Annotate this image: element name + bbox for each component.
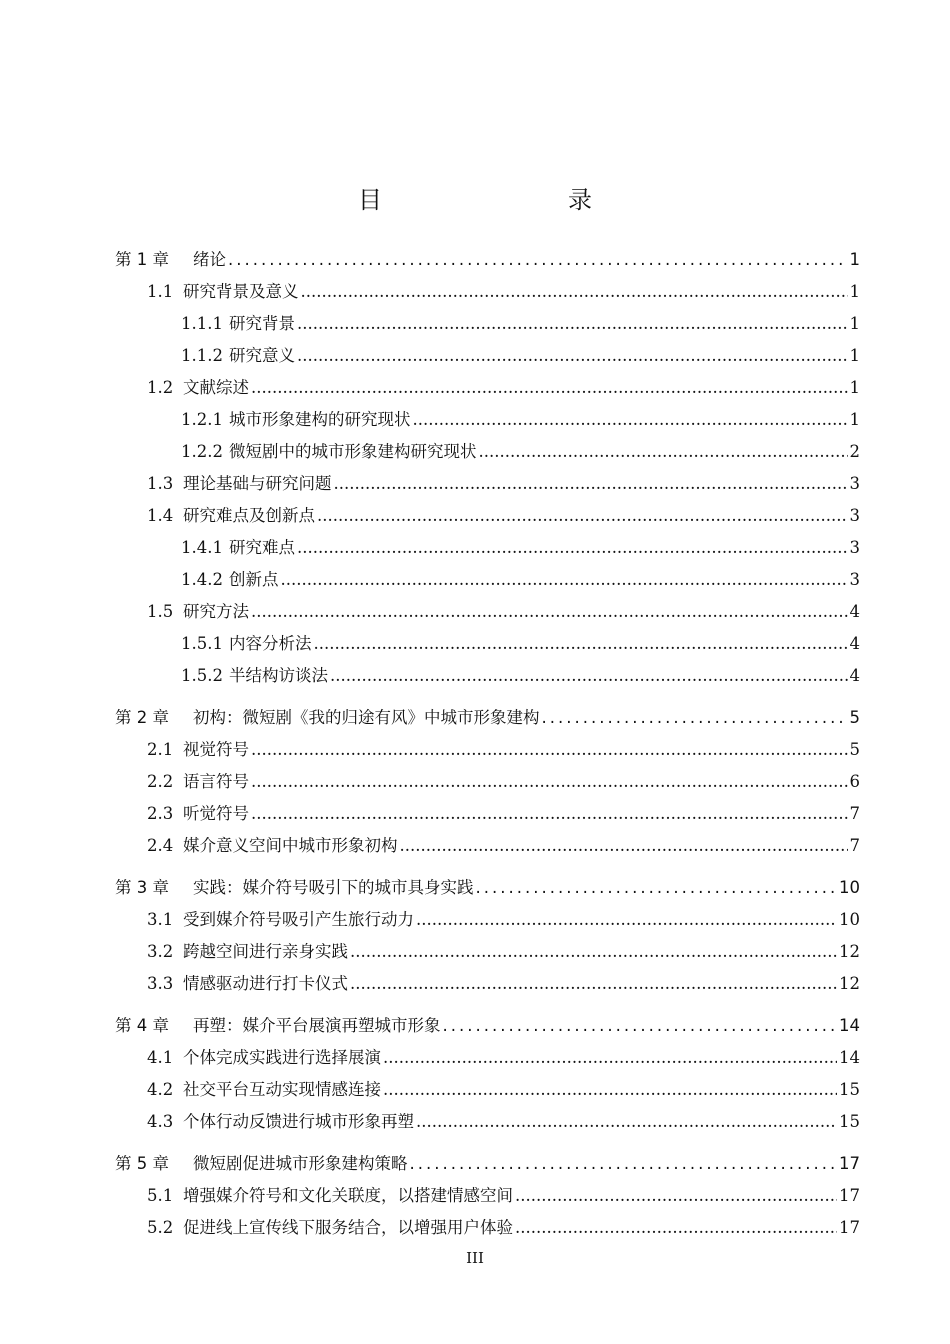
toc-entry-text: 创新点 [229, 570, 279, 589]
toc-entry-number: 1.5 [147, 602, 174, 621]
toc-title: 目 录 [358, 186, 638, 214]
toc-section-entry[interactable] [147, 802, 860, 826]
toc-entry-page: 3 [849, 570, 860, 589]
toc-section-entry[interactable] [147, 280, 860, 304]
toc-section-entry[interactable] [147, 972, 860, 996]
toc-entry-number: 1.4.2 [181, 570, 223, 589]
toc-entry-text: 个体完成实践进行选择展演 [183, 1048, 381, 1067]
toc-entry-number: 1.3 [147, 474, 174, 493]
toc-section-entry[interactable] [181, 440, 860, 464]
toc-section-entry[interactable] [147, 1046, 860, 1070]
toc-entry-page: 4 [849, 634, 860, 653]
toc-entry-number: 2.4 [147, 836, 174, 855]
toc-section-entry[interactable] [181, 408, 860, 432]
toc-entry-page: 10 [839, 878, 860, 897]
toc-section-entry[interactable] [181, 632, 860, 656]
toc-entry-page: 5 [849, 708, 860, 727]
toc-entry-page: 15 [839, 1112, 860, 1131]
toc-dot-leader [410, 1152, 838, 1176]
toc-entry-text: 语言符号 [183, 772, 249, 791]
toc-dot-leader [416, 1110, 837, 1134]
toc-dot-leader [542, 706, 848, 730]
toc-entry-text: 内容分析法 [229, 634, 312, 653]
toc-dot-leader [350, 940, 837, 964]
toc-entry-number: 2.2 [147, 772, 174, 791]
toc-entry-text: 文献综述 [183, 378, 249, 397]
toc-entry-page: 17 [839, 1218, 860, 1237]
toc-chapter-entry[interactable] [115, 706, 860, 730]
toc-dot-leader [281, 568, 848, 592]
toc-chapter-entry[interactable] [115, 1014, 860, 1038]
toc-entry-text: 视觉符号 [183, 740, 249, 759]
toc-entry-page: 17 [839, 1186, 860, 1205]
toc-dot-leader [297, 344, 848, 368]
toc-dot-leader [476, 876, 838, 900]
toc-section-entry[interactable] [147, 940, 860, 964]
toc-entry-page: 10 [839, 910, 860, 929]
toc-entry-page: 4 [849, 666, 860, 685]
toc-entry-number: 1.1 [147, 282, 174, 301]
toc-entry-number: 4.3 [147, 1112, 174, 1131]
toc-entry-text: 受到媒介符号吸引产生旅行动力 [183, 910, 414, 929]
toc-entry-text: 城市形象建构的研究现状 [229, 410, 411, 429]
toc-dot-leader [314, 632, 848, 656]
toc-entry-number: 1.2.1 [181, 410, 223, 429]
toc-section-entry[interactable] [147, 738, 860, 762]
toc-entry-text: 研究难点 [229, 538, 295, 557]
toc-entry-number: 1.1.2 [181, 346, 223, 365]
toc-entry-text: 半结构访谈法 [229, 666, 328, 685]
toc-entry-number: 1.1.1 [181, 314, 223, 333]
toc-entry-page: 2 [849, 442, 860, 461]
toc-entry-number: 3.1 [147, 910, 174, 929]
page-number: III [466, 1249, 484, 1267]
toc-dot-leader [334, 472, 848, 496]
toc-entry-text: 促进线上宣传线下服务结合，以增强用户体验 [183, 1218, 513, 1237]
toc-section-entry[interactable] [147, 1078, 860, 1102]
toc-section-entry[interactable] [181, 664, 860, 688]
toc-section-entry[interactable] [147, 1184, 860, 1208]
toc-section-entry[interactable] [147, 1216, 860, 1240]
toc-dot-leader [251, 770, 848, 794]
toc-dot-leader [416, 908, 837, 932]
toc-dot-leader [297, 536, 848, 560]
toc-entry-text: 微短剧中的城市形象建构研究现状 [229, 442, 477, 461]
toc-entry-text: 研究背景 [229, 314, 295, 333]
toc-entry-number: 1.2 [147, 378, 174, 397]
toc-entry-number: 3.3 [147, 974, 174, 993]
toc-dot-leader [251, 376, 848, 400]
toc-entry-page: 5 [849, 740, 860, 759]
toc-entry-page: 12 [839, 974, 860, 993]
toc-entry-number: 1.2.2 [181, 442, 223, 461]
toc-entry-text: 微短剧促进城市形象建构策略 [193, 1154, 408, 1173]
toc-dot-leader [317, 504, 848, 528]
toc-entry-text: 个体行动反馈进行城市形象再塑 [183, 1112, 414, 1131]
toc-entry-page: 12 [839, 942, 860, 961]
toc-section-entry[interactable] [147, 770, 860, 794]
toc-entry-text: 跨越空间进行亲身实践 [183, 942, 348, 961]
toc-entry-number: 第 2 章 [115, 708, 169, 727]
toc-section-entry[interactable] [147, 908, 860, 932]
toc-entry-number: 1.5.1 [181, 634, 223, 653]
toc-entry-number: 第 1 章 [115, 250, 169, 269]
toc-dot-leader [228, 248, 848, 272]
toc-entry-page: 1 [849, 410, 860, 429]
toc-entry-page: 17 [839, 1154, 860, 1173]
toc-section-entry[interactable] [181, 568, 860, 592]
toc-dot-leader [443, 1014, 838, 1038]
toc-chapter-entry[interactable] [115, 876, 860, 900]
toc-entry-page: 1 [849, 378, 860, 397]
toc-dot-leader [251, 600, 848, 624]
toc-entry-number: 4.1 [147, 1048, 174, 1067]
toc-entry-text: 再塑：媒介平台展演再塑城市形象 [193, 1016, 441, 1035]
toc-entry-number: 4.2 [147, 1080, 174, 1099]
toc-entry-text: 理论基础与研究问题 [183, 474, 332, 493]
toc-dot-leader [301, 280, 848, 304]
toc-entry-text: 社交平台互动实现情感连接 [183, 1080, 381, 1099]
toc-section-entry[interactable] [181, 344, 860, 368]
toc-entry-text: 绪论 [193, 250, 226, 269]
toc-entry-page: 15 [839, 1080, 860, 1099]
toc-entry-number: 3.2 [147, 942, 174, 961]
toc-dot-leader [350, 972, 837, 996]
toc-dot-leader [383, 1046, 837, 1070]
toc-entry-page: 14 [839, 1016, 860, 1035]
toc-entry-text: 研究背景及意义 [183, 282, 299, 301]
toc-entry-text: 媒介意义空间中城市形象初构 [183, 836, 398, 855]
toc-entry-page: 7 [849, 836, 860, 855]
toc-entry-number: 1.4.1 [181, 538, 223, 557]
toc-dot-leader [515, 1216, 837, 1240]
toc-dot-leader [400, 834, 848, 858]
toc-entry-number: 2.3 [147, 804, 174, 823]
toc-dot-leader [413, 408, 848, 432]
toc-section-entry[interactable] [147, 1110, 860, 1134]
toc-dot-leader [330, 664, 848, 688]
toc-entry-page: 1 [849, 282, 860, 301]
toc-entry-text: 听觉符号 [183, 804, 249, 823]
toc-section-entry[interactable] [181, 312, 860, 336]
toc-dot-leader [251, 738, 848, 762]
toc-entry-text: 初构：微短剧《我的归途有风》中城市形象建构 [193, 708, 540, 727]
toc-entry-number: 第 3 章 [115, 878, 169, 897]
toc-entry-text: 研究意义 [229, 346, 295, 365]
toc-entry-page: 7 [849, 804, 860, 823]
toc-entry-number: 5.2 [147, 1218, 174, 1237]
toc-dot-leader [297, 312, 848, 336]
toc-section-entry[interactable] [147, 472, 860, 496]
toc-entry-page: 14 [839, 1048, 860, 1067]
toc-entry-number: 5.1 [147, 1186, 174, 1205]
toc-entry-page: 3 [849, 538, 860, 557]
toc-entry-number: 第 5 章 [115, 1154, 169, 1173]
toc-section-entry[interactable] [147, 376, 860, 400]
toc-entry-number: 2.1 [147, 740, 174, 759]
toc-entry-text: 研究方法 [183, 602, 249, 621]
toc-entry-page: 4 [849, 602, 860, 621]
toc-entry-number: 1.4 [147, 506, 174, 525]
toc-section-entry[interactable] [147, 504, 860, 528]
toc-chapter-entry[interactable] [115, 248, 860, 272]
toc-entry-page: 3 [849, 474, 860, 493]
toc-entry-page: 1 [849, 314, 860, 333]
toc-dot-leader [479, 440, 848, 464]
toc-entry-number: 1.5.2 [181, 666, 223, 685]
toc-entry-number: 第 4 章 [115, 1016, 169, 1035]
toc-entry-page: 3 [849, 506, 860, 525]
toc-dot-leader [383, 1078, 837, 1102]
toc-entry-text: 研究难点及创新点 [183, 506, 315, 525]
toc-entry-page: 6 [849, 772, 860, 791]
toc-dot-leader [251, 802, 848, 826]
toc-section-entry[interactable] [147, 600, 860, 624]
toc-entry-page: 1 [849, 346, 860, 365]
toc-section-entry[interactable] [181, 536, 860, 560]
toc-entry-text: 实践：媒介符号吸引下的城市具身实践 [193, 878, 474, 897]
toc-entry-text: 增强媒介符号和文化关联度，以搭建情感空间 [183, 1186, 513, 1205]
toc-section-entry[interactable] [147, 834, 860, 858]
toc-entry-page: 1 [849, 250, 860, 269]
toc-chapter-entry[interactable] [115, 1152, 860, 1176]
toc-dot-leader [515, 1184, 837, 1208]
toc-entry-text: 情感驱动进行打卡仪式 [183, 974, 348, 993]
